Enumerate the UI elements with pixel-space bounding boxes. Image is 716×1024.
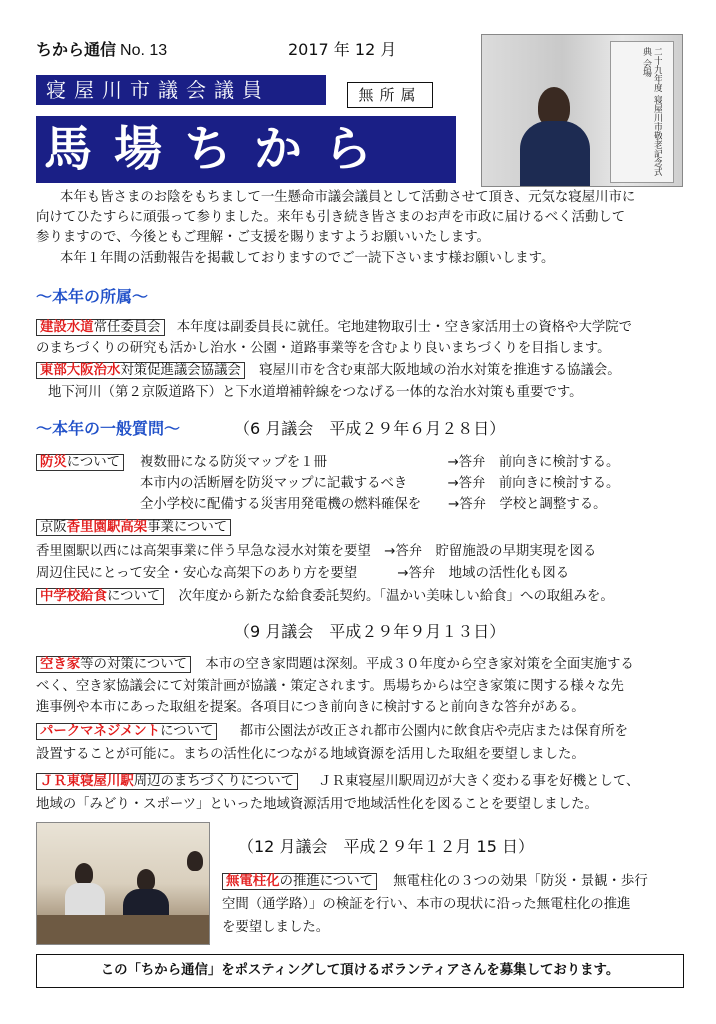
pole-line-3: を要望しました。 [222, 920, 330, 935]
speaker-head [137, 869, 155, 891]
keihan-line [36, 518, 231, 538]
council-tag: 東部大阪治水対策促進議会協議会 [36, 362, 245, 379]
intro-line-4: 本年１年間の活動報告を掲載しておりますのでご一読下さいます様お願いします。 [60, 251, 555, 266]
council-line-2: 地下河川（第２京阪道路下）と下水道増補幹線をつなげる一体的な治水対策も重要です。 [48, 385, 583, 400]
intro-line-1: 本年も皆さまのお陰をもちまして一生懸命市議会議員として活動させて頂き、元気な寝屋川市に [60, 190, 636, 205]
series-name: ちから通信 [36, 40, 117, 59]
jr-tag: ＪＲ東寝屋川駅周辺のまちづくりについて [36, 773, 298, 790]
pole-line-2: 空間（通学路）」の検証を行い、本市の現状に沿った無電柱化の推進 [222, 897, 631, 912]
intro-line-2: 向けてひたすらに頑張って参りました。来年も引き続き皆さまのお声を市政に届けるべく活動して [36, 210, 626, 225]
name-banner: 馬場ちから [36, 116, 456, 183]
bousai-tag-line [36, 453, 124, 473]
park-tag: パークマネジメントについて [36, 723, 217, 740]
person-body [520, 121, 590, 187]
podium [37, 915, 209, 944]
keihan-tag: 京阪香里園駅高架事業について [36, 519, 231, 536]
newsletter-title [36, 37, 167, 60]
section-heading-affiliation: ～本年の所属～ [36, 287, 149, 306]
akiya-line-2: べく、空き家協議会にて対策計画が協議・策定されます。馬場ちからは空き家策に関する様々な先 [36, 679, 624, 694]
akiya-line-3: 進事例や本市にあった取組を提案。各項目につき前向きに検討すると前向きな答弁がある。 [36, 700, 585, 715]
committee-tag: 建設水道常任委員会 [36, 319, 165, 336]
committee-line: 建設水道常任委員会 本年度は副委員長に就任。宅地建物取引士・空き家活用士の資格や大学院で [36, 318, 632, 338]
bousai-item-2: 本市内の活断層を防災マップに記載するべき →答弁 前向きに検討する。 [140, 476, 620, 491]
role-banner: 寝屋川市議会議員 [36, 75, 326, 105]
council-line: 東部大阪治水対策促進議会協議会 寝屋川市を含む東部大阪地域の治水対策を推進する協議会。 [36, 361, 621, 381]
park-line: パークマネジメントについて 都市公園法が改正され都市公園内に飲食店や売店または保育所を [36, 722, 628, 742]
lunch-line: 中学校給食について 次年度から新たな給食委託契約。「温かい美味しい給食」への取組みを。 [36, 587, 614, 607]
portrait-photo [481, 34, 683, 187]
person-head [75, 863, 93, 885]
pole-tag: 無電柱化の推進について [222, 873, 377, 890]
pole-line: 無電柱化の推進について 無電柱化の３つの効果「防災・景観・歩行 [222, 872, 648, 892]
keihan-item-2: 周辺住民にとって安全・安心な高架下のあり方を要望 →答弁 地域の活性化も図る [36, 566, 570, 581]
affiliation-badge: 無所属 [347, 82, 433, 108]
bousai-tag: 防災について [36, 454, 124, 471]
section-heading-questions: ～本年の一般質問～ [36, 419, 181, 438]
issue-date: 2017 年 12 月 [288, 40, 397, 59]
keihan-item-1: 香里園駅以西には高架事業に伴う早急な浸水対策を要望 →答弁 貯留施設の早期実現を図る [36, 544, 597, 559]
lunch-tag: 中学校給食について [36, 588, 164, 605]
assembly-photo [36, 822, 210, 945]
issue-number: No. 13 [120, 42, 168, 59]
sign-text: 二十九年度 寝屋川市敬老記念式典 会場 [641, 47, 662, 176]
akiya-tag: 空き家等の対策について [36, 656, 191, 673]
sept-session: （9 月議会 平成２９年９月１３日） [234, 622, 506, 641]
bousai-item-1: 複数冊になる防災マップを１冊 →答弁 前向きに検討する。 [140, 455, 620, 470]
committee-line-2: のまちづくりの研究も活かし治水・公園・道路事業等を含むより良いまちづくりを目指します。 [36, 341, 611, 356]
jr-line-2: 地域の「みどり・スポーツ」といった地域資源活用で地域活性化を図ることを要望しました。 [36, 797, 598, 812]
person-head [187, 851, 203, 871]
intro-line-3: 参りますので、今後ともご理解・ご支援を賜りますようお願いいたします。 [36, 230, 490, 245]
jr-line: ＪＲ東寝屋川駅周辺のまちづくりについて ＪＲ東寝屋川駅周辺が大きく変わる事を好機として、 [36, 772, 639, 792]
volunteer-notice: この「ちから通信」をポスティングして頂けるボランティアさんを募集しております。 [36, 954, 684, 988]
park-line-2: 設置することが可能に。まちの活性化につながる地域資源を活用した取組を要望しました。 [36, 747, 585, 762]
dec-session: （12 月議会 平成２９年１２月 15 日） [238, 837, 534, 856]
akiya-line: 空き家等の対策について 本市の空き家問題は深刻。平成３０年度から空き家対策を全面実施する [36, 655, 634, 675]
june-session: （6 月議会 平成２９年６月２８日） [234, 419, 506, 438]
bousai-item-3: 全小学校に配備する災害用発電機の燃料確保を →答弁 学校と調整する。 [140, 497, 607, 512]
